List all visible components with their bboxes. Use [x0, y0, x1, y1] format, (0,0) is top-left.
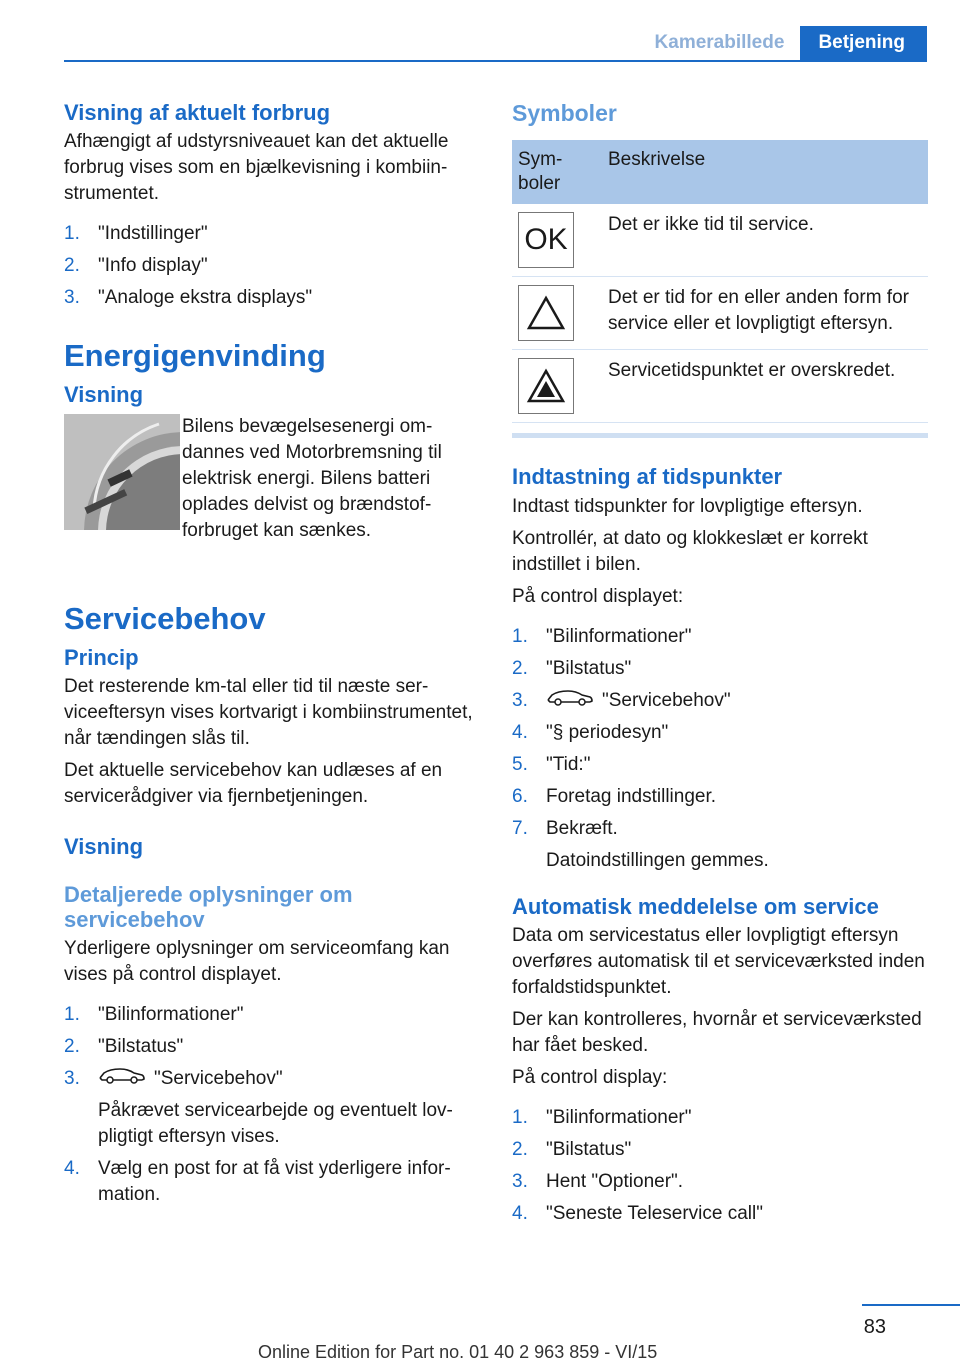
service-steps [64, 1002, 476, 1208]
detail-text: Yderligere oplysninger om serviceomfang kan vises på control displayet. [64, 938, 450, 986]
list-item: 6. Foretag indstillinger. [512, 785, 717, 807]
list-item: 7. Bekræft. Datoindstillingen gemmes. [512, 817, 769, 871]
list-item: 4. "§ periodesyn" [512, 721, 669, 743]
list-item: 1. "Indstillinger" [64, 223, 208, 245]
list-item: 4. "Seneste Teleservice call" [512, 1203, 763, 1225]
table-bottom-bar [512, 433, 928, 438]
page-number: 83 [863, 1316, 886, 1338]
list-item: 5. "Tid:" [512, 753, 591, 775]
auto-text-3: På control display: [512, 1067, 668, 1089]
list-item: 2. "Info display" [64, 255, 208, 277]
list-item: 1. "Bilinformationer" [512, 1107, 692, 1129]
symbol-desc: Servicetidspunktet er overskredet. [602, 350, 928, 423]
header-rule [64, 60, 927, 62]
list-item: 3. "Servicebehov" Påkrævet servicearbejde og eventuelt lovpligtigt eftersyn vises. [64, 1068, 453, 1148]
car-icon [546, 688, 594, 714]
right-column [512, 100, 928, 1233]
consumption-steps [64, 221, 476, 311]
dates-text-3: På control displayet: [512, 585, 684, 607]
left-column [64, 100, 476, 1214]
col-symbol-header: Symboler [512, 140, 602, 204]
col-desc-header: Beskrivelse [602, 140, 928, 204]
symbols-table [512, 140, 928, 423]
dates-steps [512, 624, 928, 874]
detail-heading: Detaljerede oplysninger om servicebehov [64, 881, 353, 932]
list-item: 2. "Bilstatus" [512, 657, 632, 679]
list-item: 3. "Servicebehov" [512, 688, 928, 714]
energy-gauge-image [64, 414, 180, 530]
consumption-heading: Visning af aktuelt forbrug [64, 100, 331, 125]
dates-text-1: Indtast tidspunkter for lovpligtige eftersyn. [512, 495, 863, 517]
tab-betjening[interactable]: Betjening [800, 26, 927, 62]
energy-subheading: Visning [64, 382, 144, 408]
symbol-desc: Det er tid for en eller anden form for service eller et lovpligtigt eftersyn. [602, 277, 928, 350]
principle-text: Det resterende km-tal eller tid til næste serviceeftersyn vises kortvarigt i kombiinstrumentet, når tændingen slås til. [64, 676, 473, 750]
list-item: 1. "Bilinformationer" [64, 1004, 244, 1026]
energy-block [64, 414, 476, 544]
table-row [512, 277, 928, 350]
auto-steps [512, 1105, 928, 1227]
ok-icon: OK [518, 212, 574, 268]
list-item: 2. "Bilstatus" [512, 1139, 632, 1161]
principle-text-2: Det aktuelle servicebehov kan udlæses af en servicerådgiver via fjernbetjeningen. [64, 760, 443, 808]
footer-rule [862, 1304, 960, 1306]
header-tabs [639, 26, 927, 62]
energy-heading: Energigenvinding [64, 338, 326, 374]
consumption-text: Afhængigt af udstyrsniveauet kan det aktuelle forbrug vises som en bjælkevisning i kombiinstrumentet. [64, 131, 449, 205]
service-heading: Servicebehov [64, 600, 266, 636]
list-item: 3. "Analoge ekstra displays" [64, 287, 313, 309]
symbols-heading: Symboler [512, 100, 617, 126]
table-header-row [512, 140, 928, 204]
list-item: 4. Vælg en post for at få vist yderligere information. [64, 1158, 451, 1206]
auto-heading: Automatisk meddelelse om service [512, 893, 879, 919]
car-icon [98, 1066, 146, 1092]
edition-footer: Online Edition for Part no. 01 40 2 963 859 - VI/15 [258, 1342, 658, 1362]
tab-kamerabillede[interactable]: Kamerabillede [654, 32, 785, 53]
symbol-desc: Det er ikke tid til service. [602, 204, 928, 277]
table-row [512, 350, 928, 423]
display-heading: Visning [64, 834, 144, 860]
dates-text-2: Kontrollér, at dato og klokkeslæt er korrekt indstillet i bilen. [512, 527, 868, 575]
energy-text: Bilens bevægelsesenergi omdannes ved Motorbremsning til elektrisk energi. Bilens batteri oplades delvist og brændstofforbruget kan sænkes. [182, 415, 442, 541]
warning-triangle-icon [518, 285, 574, 341]
list-item: 1. "Bilinformationer" [512, 625, 692, 647]
dates-heading: Indtastning af tidspunkter [512, 464, 783, 490]
principle-heading: Princip [64, 644, 139, 670]
list-item: 3. Hent "Optioner". [512, 1171, 684, 1193]
auto-text-2: Der kan kontrolleres, hvornår et serviceværksted har fået besked. [512, 1009, 922, 1057]
table-row [512, 204, 928, 277]
auto-text-1: Data om servicestatus eller lovpligtigt eftersyn overføres automatisk til et serviceværksted inden forfaldstidspunktet. [512, 925, 925, 999]
warning-triangle-filled-icon [518, 358, 574, 414]
list-item: 2. "Bilstatus" [64, 1036, 184, 1058]
